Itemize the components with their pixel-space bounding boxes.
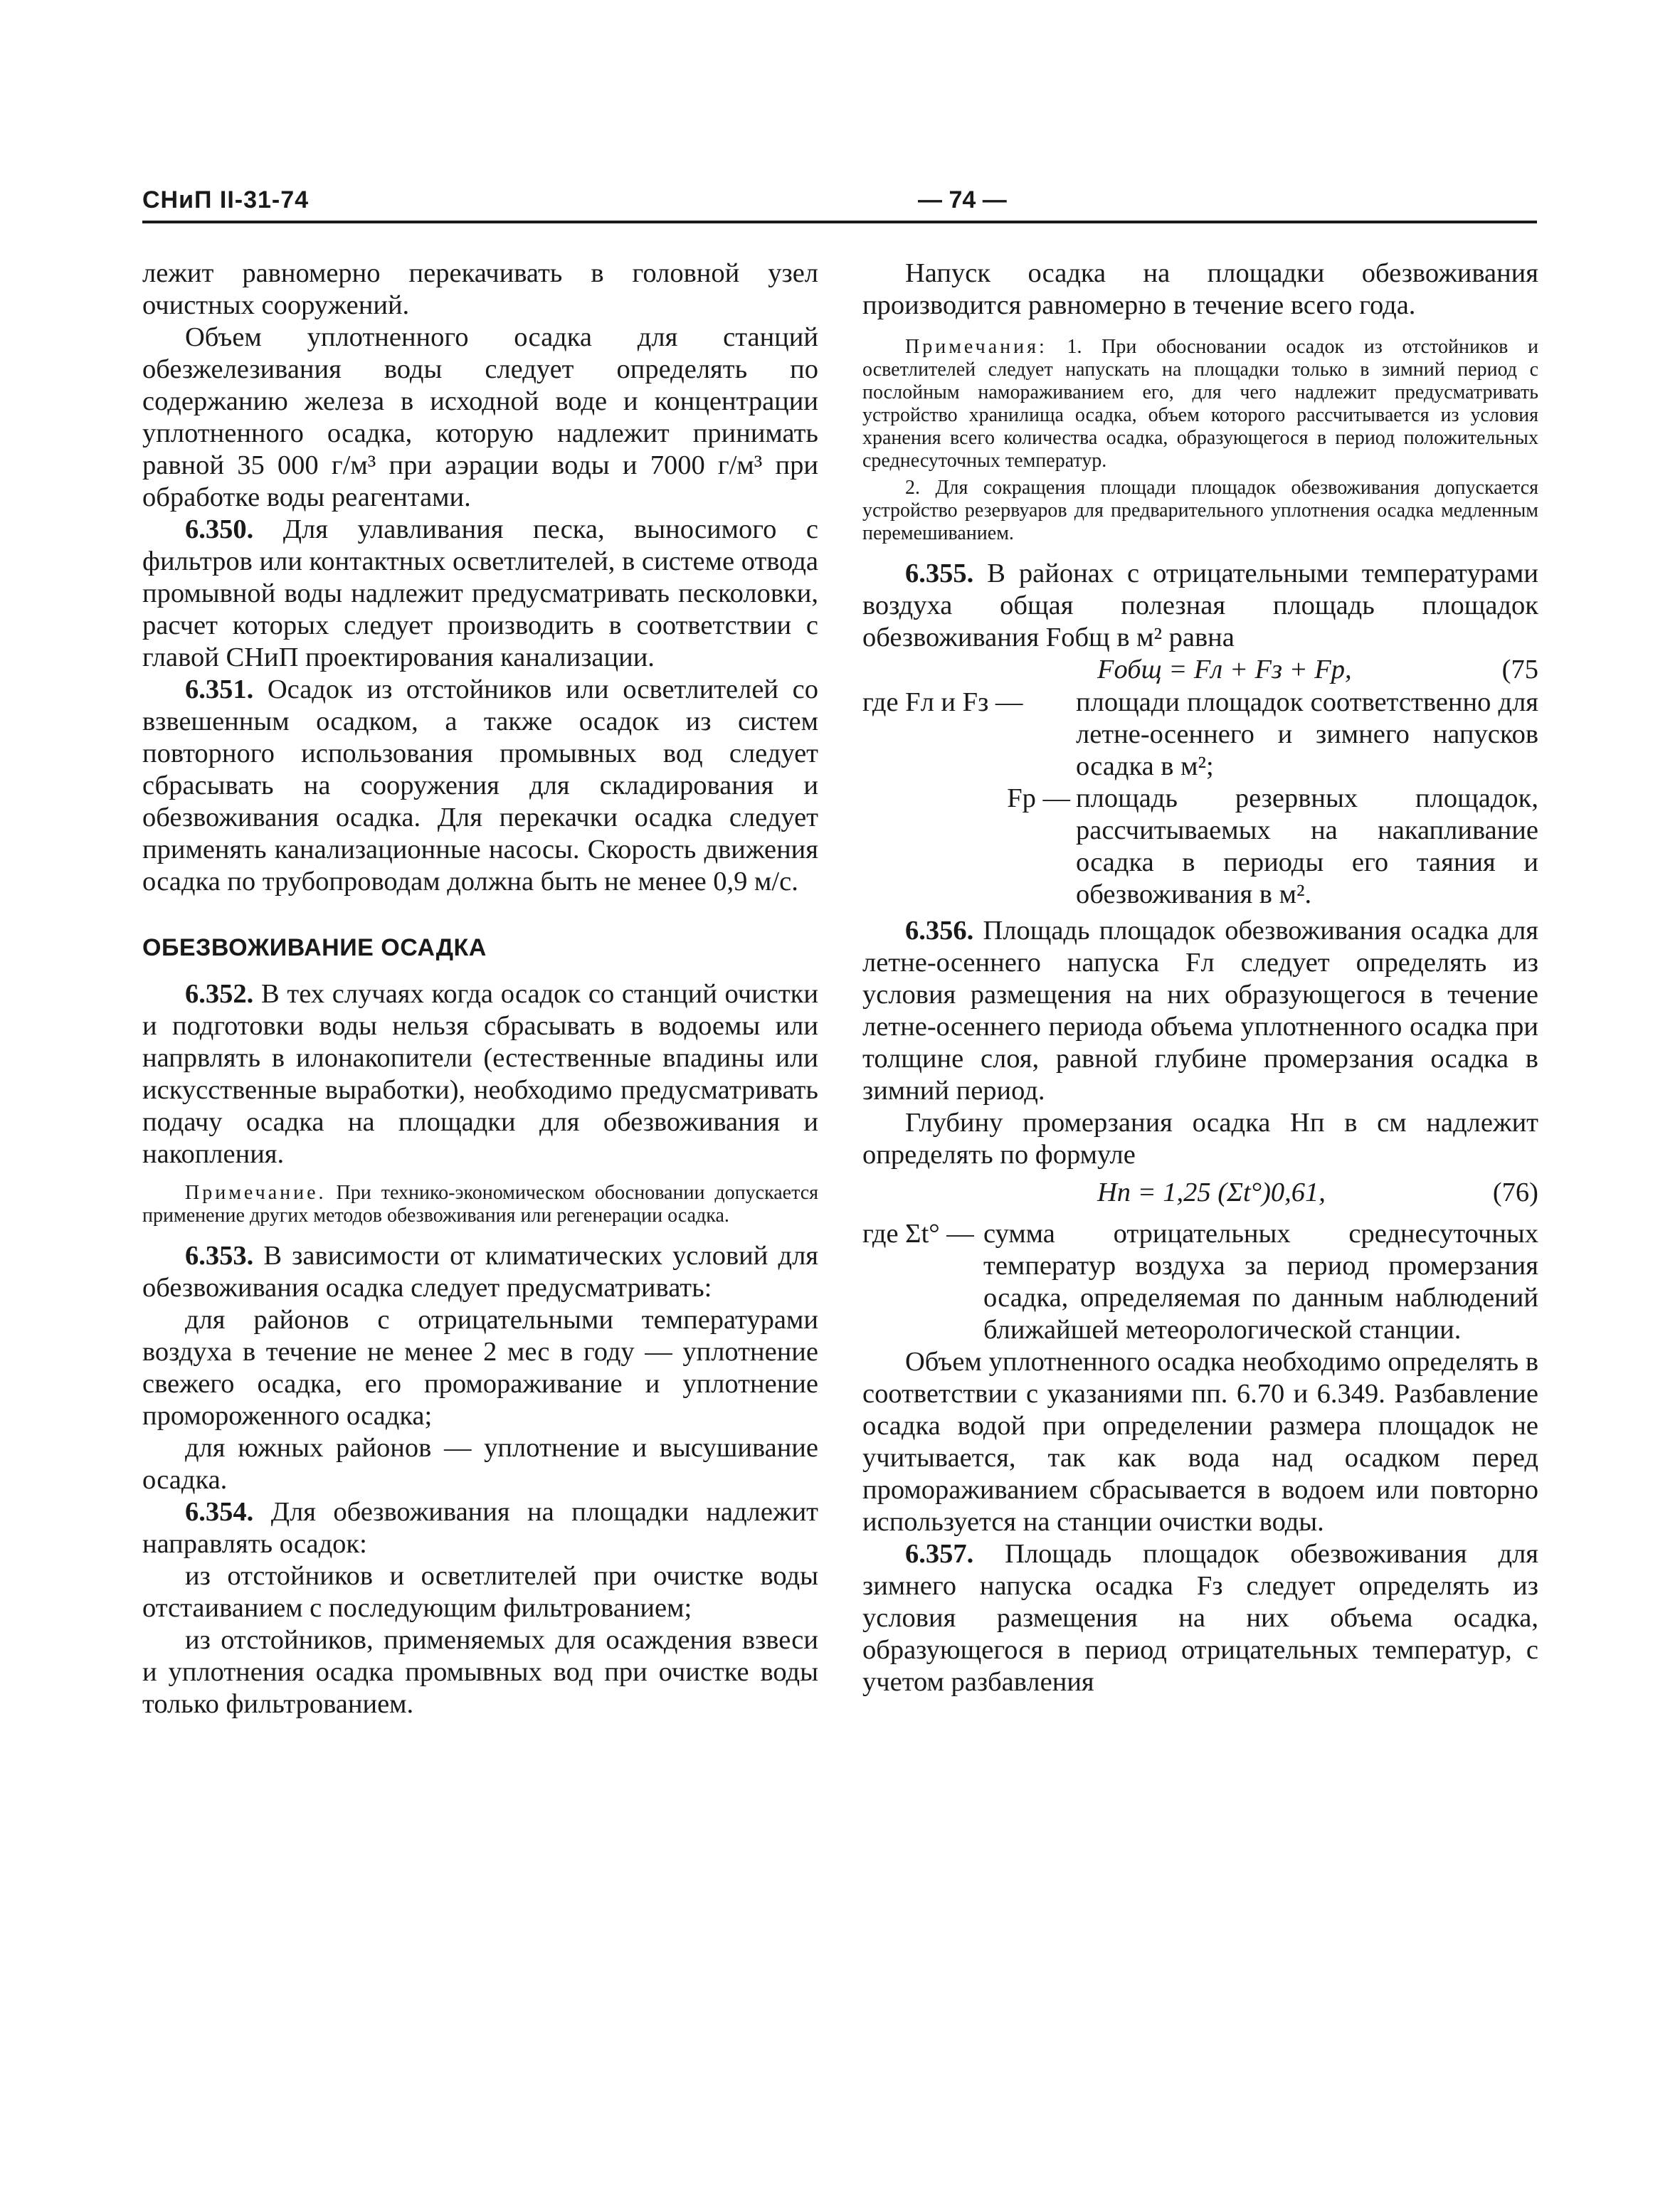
clause-number: 6.354. xyxy=(185,1497,254,1527)
note xyxy=(142,1182,818,1227)
where-clause xyxy=(862,783,1538,911)
document-code: СНиП II-31-74 xyxy=(142,186,310,213)
where-definition: площади площадок соответственно для летне-осеннего и зимнего напусков осадка в м²; xyxy=(1076,687,1538,781)
left-column xyxy=(142,258,818,1720)
header-rule xyxy=(142,221,1537,223)
right-column xyxy=(862,258,1538,1698)
list-item: для южных районов — уплотнение и высушивание осадка. xyxy=(142,1433,818,1495)
clause-text: В районах с отрицательными температурами воздуха общая полезная площадь площадок обезвоживания Fобщ в м² равна xyxy=(862,559,1539,652)
clause-text: Площадь площадок обезвоживания осадка для летне-осеннего напуска Fл следует определять из условия размещения на них образующегося в течение летне-осеннего периода объема уплотненного осадка при толщине слоя, равной глубине промерзания осадка в зимний период. xyxy=(862,916,1538,1106)
paragraph: Глубину промерзания осадка Hп в см надлежит определять по формуле xyxy=(862,1108,1538,1170)
clause-number: 6.350. xyxy=(185,514,254,544)
clause-text: Для улавливания песка, выносимого с фильтров или контактных осветлителей, в системе отвода промывной воды надлежит предусматривать песколовки, расчет которых следует производить в соответствии с главой СНиП проектирования канализации. xyxy=(142,514,818,672)
clause-number: 6.352. xyxy=(185,979,254,1009)
clause-6-351 xyxy=(142,674,818,898)
clause-number: 6.355. xyxy=(905,559,974,588)
section-title: ОБЕЗВОЖИВАНИЕ ОСАДКА xyxy=(142,934,487,961)
where-definition: площадь резервных площадок, рассчитываемых на накапливание осадка в периоды его таяния и обезвоживания в м². xyxy=(1076,783,1538,909)
where-label: где Fл и Fз — xyxy=(862,687,1023,717)
list-item: из отстойников и осветлителей при очистке воды отстаиванием с последующим фильтрованием; xyxy=(142,1561,818,1623)
clause-text: Площадь площадок обезвоживания для зимнего напуска осадка Fз следует определять из условия размещения на них объема осадка, образующегося в период отрицательных температур, с учетом разбавления xyxy=(862,1539,1538,1697)
where-label: где Σt° — xyxy=(862,1219,974,1249)
clause-6-350 xyxy=(142,514,818,674)
formula-number: (76) xyxy=(1492,1178,1538,1207)
paragraph: Напуск осадка на площадки обезвоживания производится равномерно в течение всего года. xyxy=(862,258,1538,320)
formula-75 xyxy=(862,654,1538,687)
clause-6-354 xyxy=(142,1496,818,1560)
clause-number: 6.356. xyxy=(905,916,974,946)
note-text: 1. При обосновании осадок из отстойников и осветлителей следует напускать на площадки только в зимний период с послойным намораживанием его, для чего надлежит предусматривать устройство хранилища осадка, объем которого рассчитывается из условия хранения всего количества осадка, образующегося в период положительных среднесуточных температур. xyxy=(862,336,1538,472)
page-number: — 74 — xyxy=(918,186,1007,213)
list-item: для районов с отрицательными температурами воздуха в течение не менее 2 мес в году — уплотнение свежего осадка, его промораживание и уплотнение промороженного осадка; xyxy=(142,1305,818,1431)
clause-6-352 xyxy=(142,978,818,1170)
clause-text: В зависимости от климатических условий для обезвоживания осадка следует предусматривать: xyxy=(142,1241,818,1303)
clause-text: В тех случаях когда осадок со станций очистки и подготовки воды нельзя сбрасывать в водоемы или напрвлять в илонакопители (естественные впадины или искусственные выработки), необходимо предусматривать подачу осадка на площадки для обезвоживания и накопления. xyxy=(142,979,818,1169)
paragraph: Объем уплотненного осадка для станций обезжелезивания воды следует определять по содержанию железа в исходной воде и концентрации уплотненного осадка, которую надлежит принимать равной 35 000 г/м³ при аэрации воды и 7000 г/м³ при обработке воды реагентами. xyxy=(142,322,818,512)
list-item: из отстойников, применяемых для осаждения взвеси и уплотнения осадка промывных вод при очистке воды только фильтрованием. xyxy=(142,1625,818,1719)
clause-text: Осадок из отстойников или осветлителей со взвешенным осадком, а также осадок из систем повторного использования промывных вод следует сбрасывать на сооружения для складирования и обезвоживания осадка. Для перекачки осадка следует применять канализационные насосы. Скорость движения осадка по трубопроводам должна быть не менее 0,9 м/с. xyxy=(142,674,818,896)
notes xyxy=(862,336,1538,545)
clause-number: 6.357. xyxy=(905,1539,974,1569)
paragraph: лежит равномерно перекачивать в головной узел очистных сооружений. xyxy=(142,258,818,320)
note-label: Примечания: xyxy=(905,336,1047,358)
where-definition: сумма отрицательных среднесуточных температур воздуха за период промерзания осадка, определяемая по данным наблюдений ближайшей метеорологической станции. xyxy=(983,1219,1538,1345)
clause-6-357 xyxy=(862,1538,1538,1698)
where-clause xyxy=(862,687,1538,783)
clause-text: Для обезвоживания на площадки надлежит направлять осадок: xyxy=(142,1497,818,1559)
formula-expression: Fобщ = Fл + Fз + Fр, xyxy=(1097,655,1352,684)
where-label: Fр — xyxy=(1007,783,1070,813)
page-header xyxy=(142,186,1537,222)
clause-6-356 xyxy=(862,915,1538,1107)
note-label: Примечание. xyxy=(185,1182,327,1204)
formula-expression: Hп = 1,25 (Σt°)0,61, xyxy=(1097,1178,1326,1207)
clause-number: 6.351. xyxy=(185,674,254,704)
clause-6-353 xyxy=(142,1240,818,1304)
note-text: 2. Для сокращения площади площадок обезвоживания допускается устройство резервуаров для предварительного уплотнения осадка медленным перемешиванием. xyxy=(862,477,1538,544)
formula-number: (75 xyxy=(1501,655,1538,684)
paragraph: Объем уплотненного осадка необходимо определять в соответствии с указаниями пп. 6.70 и 6.349. Разбавление осадка водой при определении размера площадок не учитывается, так как вода над осадком перед промораживанием сбрасывается в водоем или повторно используется на станции очистки воды. xyxy=(862,1347,1538,1537)
formula-76 xyxy=(862,1177,1538,1210)
note-text: При технико-экономическом обосновании допускается применение других методов обезвоживания или регенерации осадка. xyxy=(142,1182,818,1227)
clause-6-355 xyxy=(862,558,1538,654)
clause-number: 6.353. xyxy=(185,1241,254,1271)
where-clause xyxy=(862,1218,1538,1346)
